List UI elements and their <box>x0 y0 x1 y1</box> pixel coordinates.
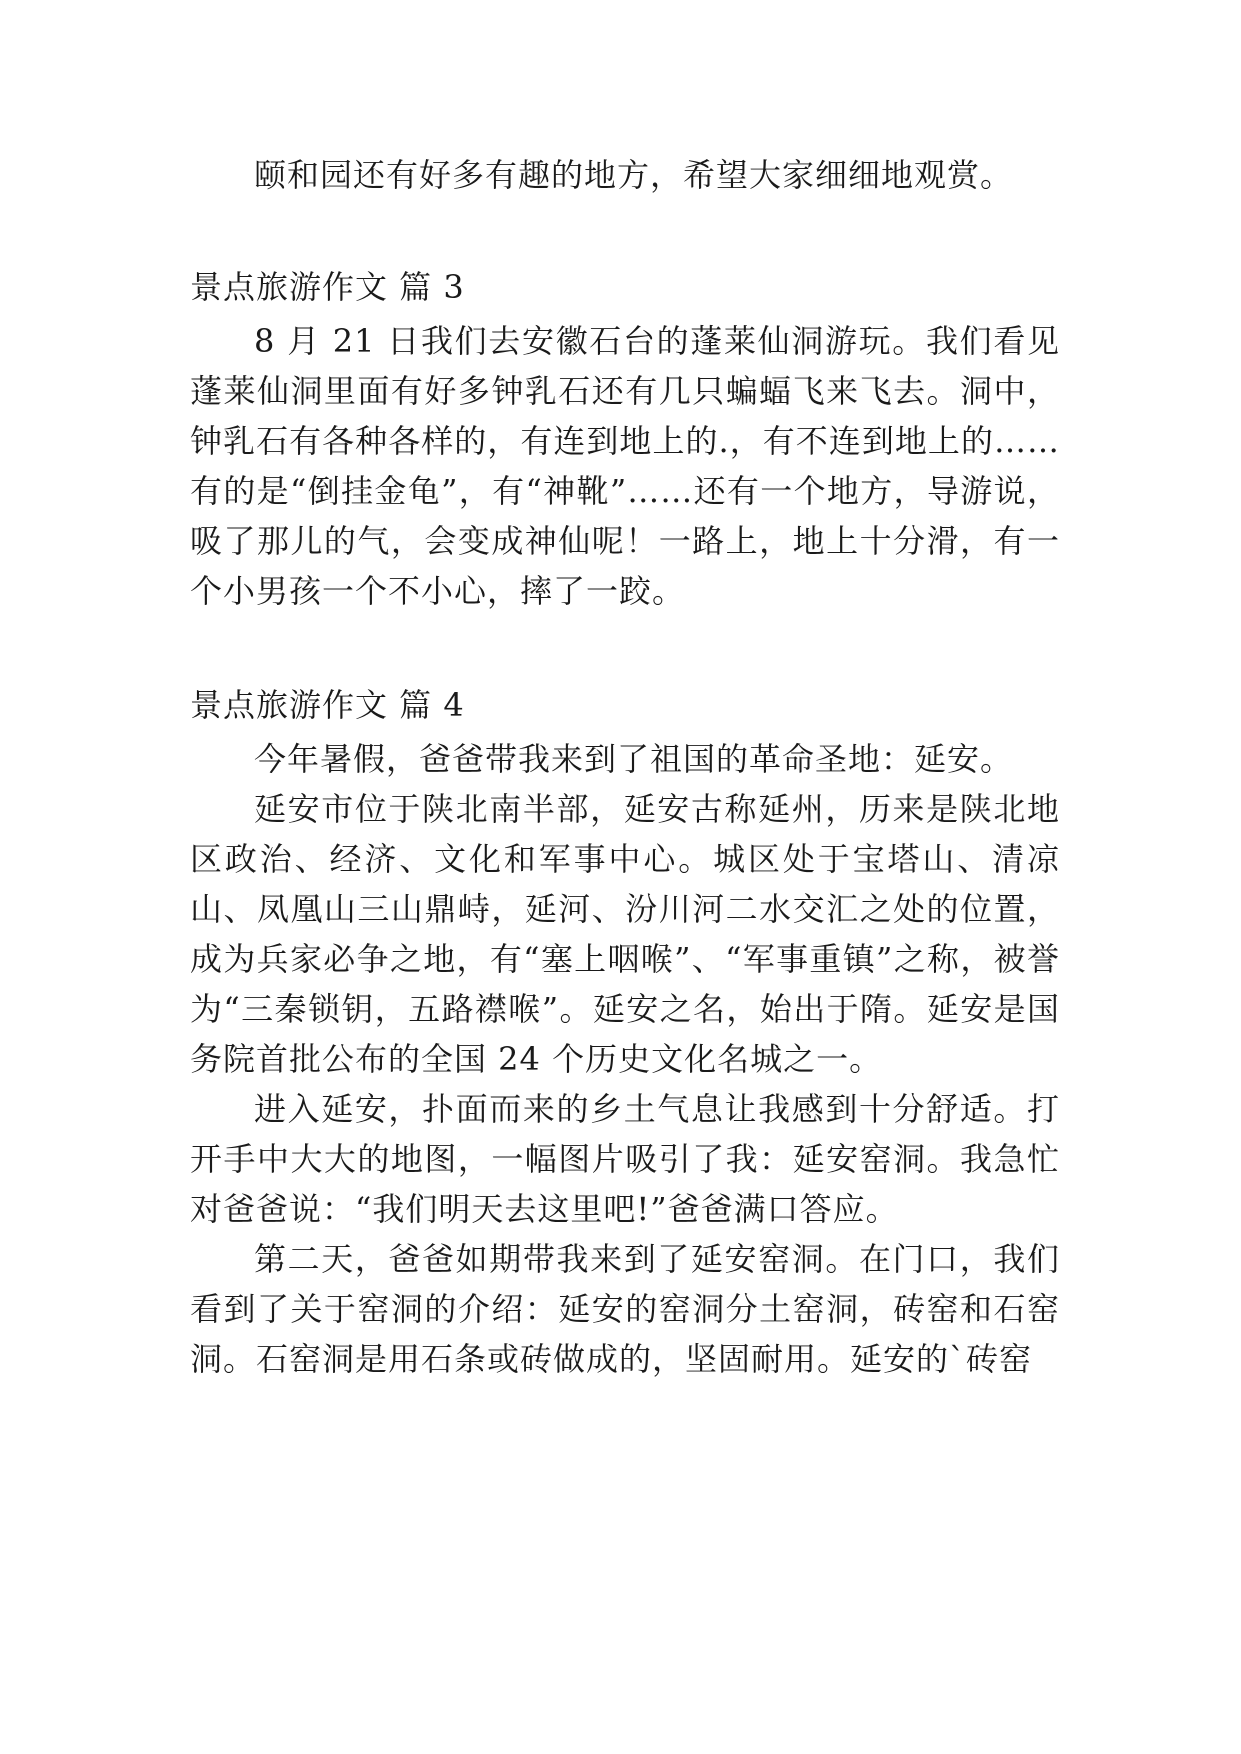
document-page <box>190 150 1060 1384</box>
section-paragraph: 延安市位于陕北南半部，延安古称延州，历来是陕北地区政治、经济、文化和军事中心。城区处于宝塔山、清凉山、凤凰山三山鼎峙，延河、汾川河二水交汇之处的位置，成为兵家必争之地，有“塞上咽喉”、“军事重镇”之称，被誉为“三秦锁钥，五路襟喉”。延安之名，始出于隋。延安是国务院首批公布的全国 24 个历史文化名城之一。 <box>190 790 1060 1078</box>
intro-paragraph: 颐和园还有好多有趣的地方，希望大家细细地观赏。 <box>254 156 1014 194</box>
section-gap <box>190 616 1060 680</box>
section-gap <box>190 200 1060 262</box>
section-4 <box>190 680 1060 1384</box>
section-heading: 景点旅游作文 篇 3 <box>190 268 465 306</box>
section-heading: 景点旅游作文 篇 4 <box>190 686 465 724</box>
section-paragraph: 8 月 21 日我们去安徽石台的蓬莱仙洞游玩。我们看见蓬莱仙洞里面有好多钟乳石还有几只蝙蝠飞来飞去。洞中，钟乳石有各种各样的，有连到地上的.，有不连到地上的……有的是“倒挂金龟”，有“神靴”……还有一个地方，导游说，吸了那儿的气，会变成神仙呢！一路上，地上十分滑，有一个小男孩一个不小心，摔了一跤。 <box>190 322 1060 610</box>
section-paragraph: 进入延安，扑面而来的乡土气息让我感到十分舒适。打开手中大大的地图，一幅图片吸引了我：延安窑洞。我急忙对爸爸说：“我们明天去这里吧!”爸爸满口答应。 <box>190 1090 1060 1228</box>
section-paragraph: 第二天，爸爸如期带我来到了延安窑洞。在门口，我们看到了关于窑洞的介绍：延安的窑洞分土窑洞，砖窑和石窑洞。石窑洞是用石条或砖做成的，坚固耐用。延安的`砖窑 <box>190 1240 1060 1378</box>
section-3 <box>190 262 1060 616</box>
section-paragraph: 今年暑假，爸爸带我来到了祖国的革命圣地：延安。 <box>254 740 1014 778</box>
